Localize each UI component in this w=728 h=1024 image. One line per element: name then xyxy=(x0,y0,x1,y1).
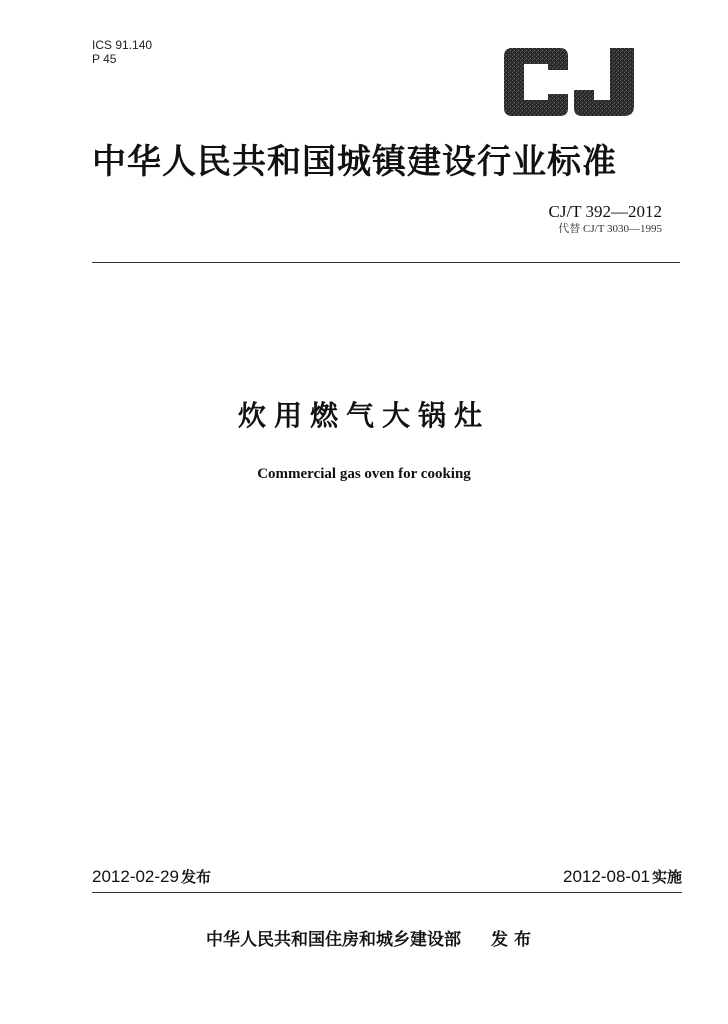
issue-date xyxy=(92,866,211,888)
category-code: P 45 xyxy=(92,52,117,66)
document-title-cn: 炊用燃气大锅灶 xyxy=(237,399,490,432)
effective-date xyxy=(563,866,682,888)
issue-date-label: 发布 xyxy=(180,868,211,886)
document-title-en: Commercial gas oven for cooking xyxy=(257,466,471,482)
standard-number: CJ/T 392—2012 xyxy=(548,202,662,221)
issue-date-value: 2012-02-29 xyxy=(92,867,179,886)
publisher-action: 发布 xyxy=(491,930,537,950)
dates-row xyxy=(92,866,682,888)
publisher-line xyxy=(206,928,537,952)
effective-date-label: 实施 xyxy=(651,868,682,886)
cj-logo xyxy=(498,46,640,118)
footer-divider xyxy=(92,892,682,893)
effective-date-value: 2012-08-01 xyxy=(563,867,650,886)
publisher-name: 中华人民共和国住房和城乡建设部 xyxy=(206,930,461,950)
classification-codes xyxy=(92,38,152,66)
header-divider xyxy=(92,262,680,263)
ics-code: ICS 91.140 xyxy=(92,38,153,52)
issuing-category-title: 中华人民共和国城镇建设行业标准 xyxy=(92,142,617,182)
replaced-standard: 代替 CJ/T 3030—1995 xyxy=(558,223,662,235)
